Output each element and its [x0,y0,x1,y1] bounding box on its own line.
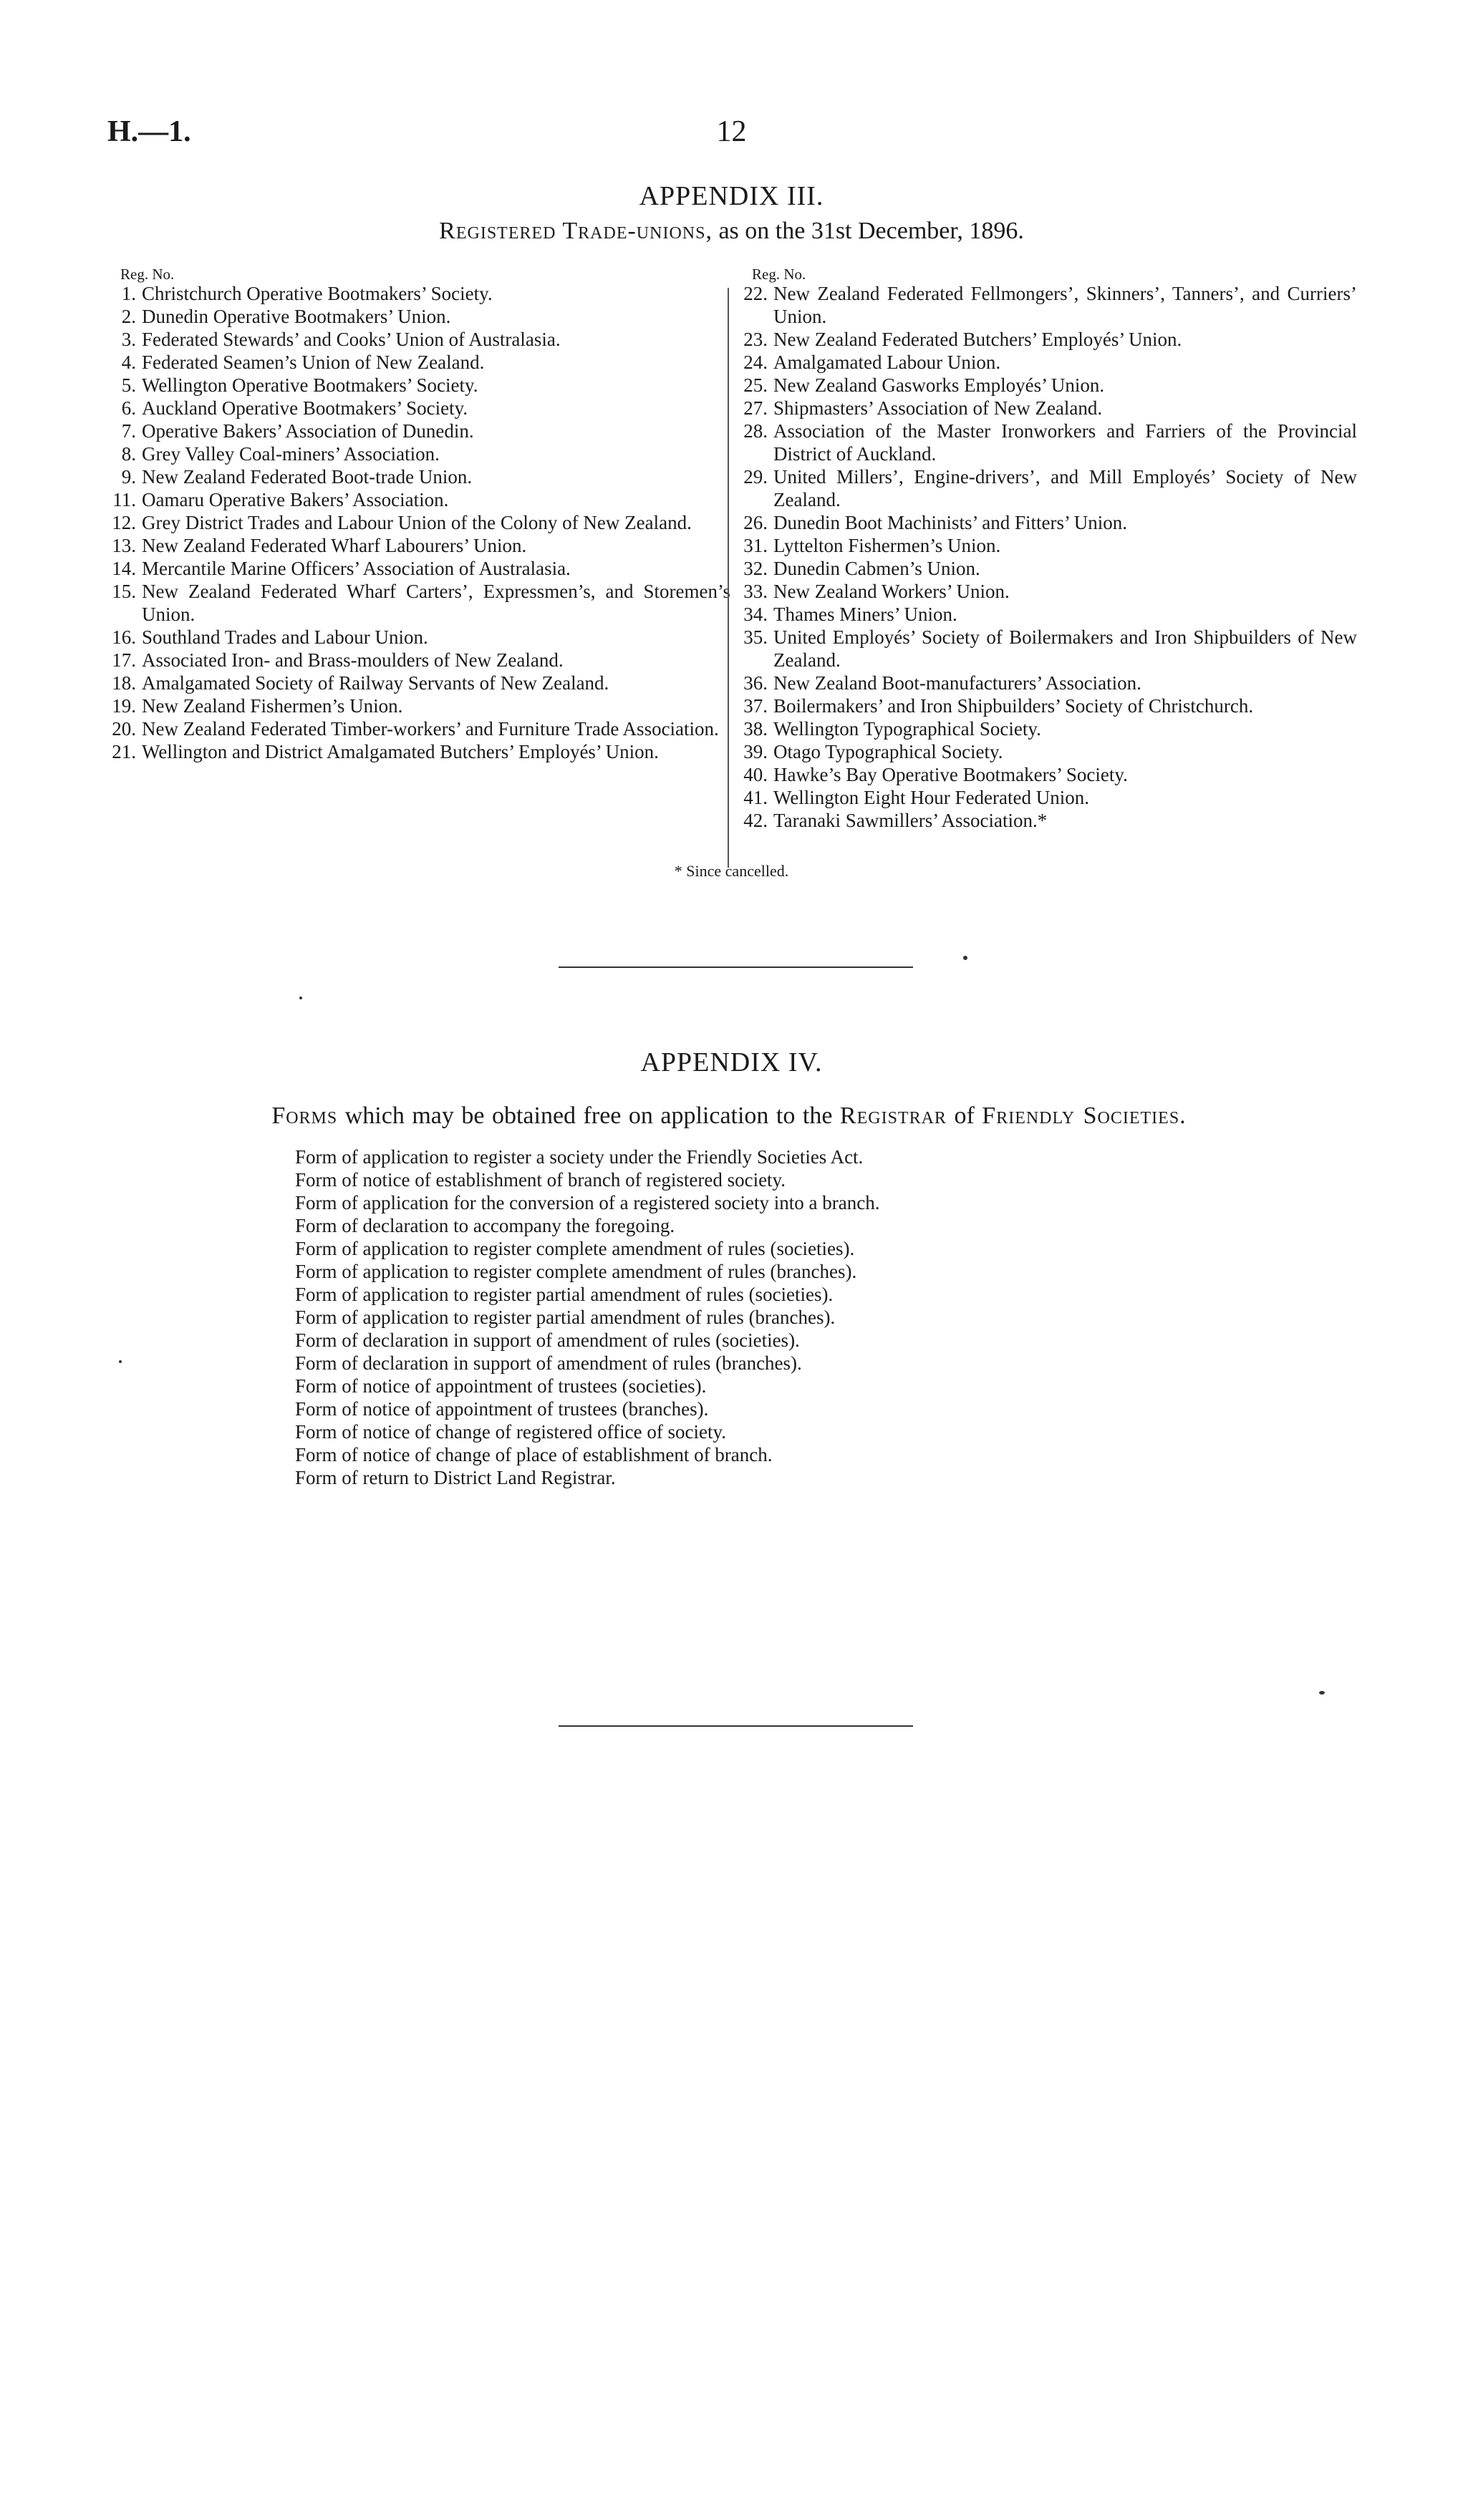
left-column [107,266,730,763]
union-name: Mercantile Marine Officers’ Association of Australasia. [142,558,571,579]
union-name: Amalgamated Labour Union. [773,352,1001,373]
appendix-3-subtitle [0,218,1463,245]
union-name: New Zealand Federated Wharf Labourers’ Union. [142,535,527,556]
union-entry [739,328,1357,351]
union-entry [107,282,730,305]
reg-number: 24. [743,352,768,373]
form-item: Form of application to register partial amendment of rules (branches). [295,1307,836,1328]
union-name: Federated Seamen’s Union of New Zealand. [142,352,485,373]
print-speck [1319,1691,1325,1695]
form-item: Form of application for the conversion of a registered society into a branch. [295,1192,880,1213]
reg-number: 3. [121,329,136,350]
reg-number: 13. [112,535,136,556]
reg-number: 18. [112,672,136,694]
form-item: Form of declaration in support of amendment of rules (branches). [295,1352,802,1374]
union-name: Wellington and District Amalgamated Butchers’ Employés’ Union. [142,741,659,762]
union-name: Dunedin Operative Bootmakers’ Union. [142,306,451,327]
union-name: United Millers’, Engine-drivers’, and Mill Employés’ Society of New Zealand. [773,466,1357,510]
right-column [739,266,1357,832]
union-name: Wellington Operative Bootmakers’ Society. [142,374,478,396]
reg-number: 16. [112,626,136,648]
union-entry [739,809,1357,832]
form-item: Form of declaration to accompany the foregoing. [295,1215,675,1236]
reg-number: 36. [743,672,768,694]
union-name: Associated Iron- and Brass-moulders of New Zealand. [142,649,564,671]
union-entry [107,672,730,694]
union-name: Southland Trades and Labour Union. [142,626,428,648]
union-entry [107,397,730,420]
union-entry [739,374,1357,397]
union-name: Operative Bakers’ Association of Dunedin. [142,420,474,442]
union-name: Taranaki Sawmillers’ Association.* [773,810,1048,831]
union-entry [107,626,730,649]
appendix-4-title: APPENDIX IV. [640,1047,823,1077]
union-name: New Zealand Federated Fellmongers’, Skinners’, Tanners’, and Curriers’ Union. [773,283,1357,327]
reg-number: 41. [743,787,768,808]
form-item: Form of notice of appointment of trustees (societies). [295,1375,707,1397]
union-entry [739,717,1357,740]
union-entry [107,649,730,672]
reg-number: 12. [112,512,136,533]
union-entry [107,305,730,328]
reg-number: 27. [743,397,768,419]
union-entry [107,465,730,488]
intro-word-friendly-societies: Friendly Societies. [982,1102,1187,1129]
union-entry [107,442,730,465]
union-name: Hawke’s Bay Operative Bootmakers’ Society. [773,764,1128,785]
reg-number: 1. [121,283,136,304]
union-entry [739,672,1357,694]
reg-number: 19. [112,695,136,717]
form-item: Form of return to District Land Registrar. [295,1467,616,1488]
union-entry [739,420,1357,465]
union-name: New Zealand Workers’ Union. [773,581,1010,602]
reg-number: 23. [743,329,768,350]
reg-no-label: Reg. No. [752,266,806,283]
reg-number: 29. [743,466,768,488]
intro-word-registrar: Registrar [839,1102,947,1129]
reg-number: 37. [743,695,768,717]
union-entry [107,374,730,397]
union-entry [739,694,1357,717]
appendix-3-title: APPENDIX III. [639,181,824,211]
union-name: United Employés’ Society of Boilermakers and Iron Shipbuilders of New Zealand. [773,626,1357,671]
reg-number: 20. [112,718,136,740]
union-entry [739,511,1357,534]
union-name: New Zealand Federated Timber-workers’ and Furniture Trade Association. [142,718,719,740]
reg-number: 33. [743,581,768,602]
form-item: Form of application to register complete amendment of rules (branches). [295,1261,857,1282]
form-item: Form of application to register complete amendment of rules (societies). [295,1238,855,1259]
forms-intro [120,1102,1338,1130]
union-entry [739,351,1357,374]
union-name: Wellington Eight Hour Federated Union. [773,787,1089,808]
union-name: Oamaru Operative Bakers’ Association. [142,489,449,510]
reg-number: 17. [112,649,136,671]
union-entry [739,626,1357,672]
forms-list [295,1145,1226,1489]
union-entry [739,580,1357,603]
reg-number: 15. [112,581,136,602]
reg-number: 2. [121,306,136,327]
subtitle-smallcaps: Registered Trade-unions, [439,218,713,244]
reg-no-label: Reg. No. [120,266,175,283]
reg-number: 25. [743,374,768,396]
union-name: Grey District Trades and Labour Union of the Colony of New Zealand. [142,512,692,533]
subtitle-rest: as on the 31st December, 1896. [718,218,1024,244]
union-name: Dunedin Cabmen’s Union. [773,558,980,579]
union-name: Association of the Master Ironworkers and Farriers of the Provincial District of Auckland. [773,420,1357,465]
union-entry [107,420,730,442]
form-item: Form of application to register partial amendment of rules (societies). [295,1284,834,1305]
union-entry [739,282,1357,328]
intro-text-2: of [954,1102,975,1129]
union-entry [107,557,730,580]
page-ref: H.—1. [107,115,191,148]
union-name: Federated Stewards’ and Cooks’ Union of Australasia. [142,329,561,350]
reg-number: 39. [743,741,768,762]
union-entry [739,465,1357,511]
divider-rule [559,1725,913,1727]
reg-number: 35. [743,626,768,648]
column-divider [728,288,729,868]
union-entry [739,786,1357,809]
print-speck [119,1360,122,1363]
union-entry [107,488,730,511]
print-speck [299,997,302,999]
union-entry [107,534,730,557]
union-name: Auckland Operative Bootmakers’ Society. [142,397,468,419]
union-name: Shipmasters’ Association of New Zealand. [773,397,1103,419]
union-entry [107,351,730,374]
intro-text-1: which may be obtained free on application to the [344,1102,833,1129]
form-item: Form of application to register a society under the Friendly Societies Act. [295,1146,864,1168]
form-item: Form of notice of appointment of trustees (branches). [295,1398,709,1420]
reg-number: 9. [121,466,136,488]
reg-number: 32. [743,558,768,579]
print-speck [963,956,967,960]
union-name: New Zealand Federated Boot-trade Union. [142,466,473,488]
union-name: Lyttelton Fishermen’s Union. [773,535,1001,556]
union-name: Amalgamated Society of Railway Servants of New Zealand. [142,672,609,694]
reg-number: 34. [743,604,768,625]
reg-number: 21. [112,741,136,762]
union-name: Boilermakers’ and Iron Shipbuilders’ Society of Christchurch. [773,695,1254,717]
union-name: New Zealand Federated Wharf Carters’, Expressmen’s, and Storemen’s Union. [142,581,730,625]
page-number: 12 [716,115,747,148]
union-name: Dunedin Boot Machinists’ and Fitters’ Union. [773,512,1127,533]
union-entry [739,763,1357,786]
union-name: Wellington Typographical Society. [773,718,1041,740]
union-entry [107,580,730,626]
reg-number: 6. [121,397,136,419]
reg-number: 4. [121,352,136,373]
reg-number: 26. [743,512,768,533]
union-entry [107,717,730,740]
reg-number: 11. [112,489,136,510]
reg-number: 5. [121,374,136,396]
union-entry [739,534,1357,557]
footnote: * Since cancelled. [674,862,789,880]
union-entry [107,694,730,717]
union-name: New Zealand Federated Butchers’ Employés’ Union. [773,329,1182,350]
reg-number: 31. [743,535,768,556]
trade-unions-columns [107,266,1357,861]
union-name: New Zealand Boot-manufacturers’ Association. [773,672,1141,694]
reg-number: 7. [121,420,136,442]
union-name: Christchurch Operative Bootmakers’ Society. [142,283,493,304]
union-entry [107,328,730,351]
reg-number: 28. [743,420,768,442]
union-entry [107,740,730,763]
form-item: Form of notice of change of place of establishment of branch. [295,1444,773,1465]
union-entry [107,511,730,534]
union-name: Otago Typographical Society. [773,741,1003,762]
union-name: Thames Miners’ Union. [773,604,957,625]
form-item: Form of notice of establishment of branch of registered society. [295,1169,786,1191]
reg-number: 38. [743,718,768,740]
form-item: Form of notice of change of registered office of society. [295,1421,727,1443]
union-entry [739,557,1357,580]
reg-number: 42. [743,810,768,831]
union-name: New Zealand Fishermen’s Union. [142,695,403,717]
reg-number: 14. [112,558,136,579]
form-item: Form of declaration in support of amendment of rules (societies). [295,1329,800,1351]
union-entry [739,397,1357,420]
union-entry [739,603,1357,626]
intro-word-forms: Forms [271,1102,338,1129]
union-entry [739,740,1357,763]
reg-number: 8. [121,443,136,465]
reg-number: 40. [743,764,768,785]
reg-number: 22. [743,283,768,304]
union-name: Grey Valley Coal-miners’ Association. [142,443,440,465]
divider-rule [559,966,913,968]
union-name: New Zealand Gasworks Employés’ Union. [773,374,1105,396]
